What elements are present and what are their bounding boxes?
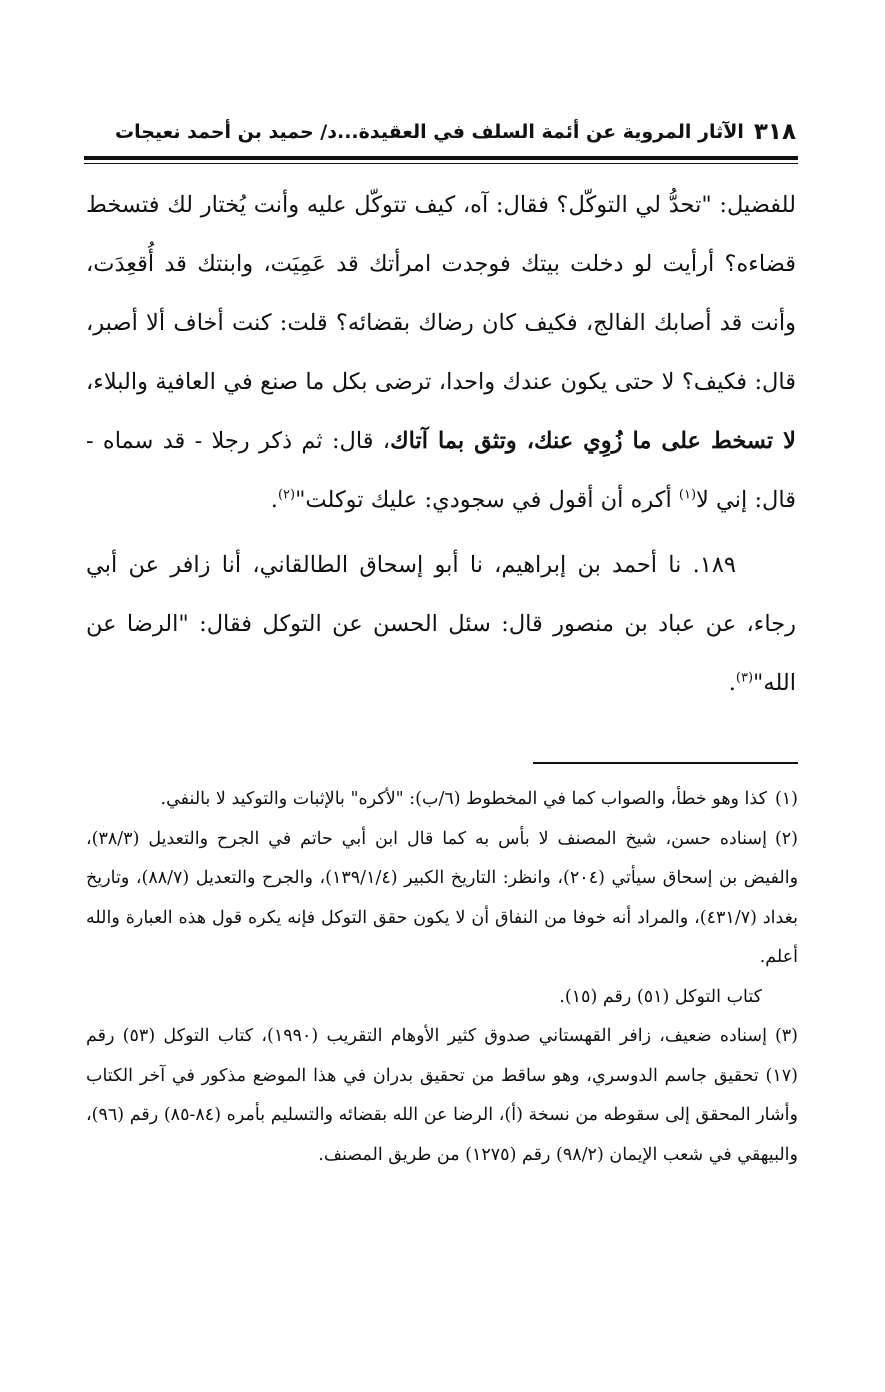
footnote-number: (٣) [774,1026,798,1046]
text-run: ، قال: ثم ذكر رجلا - قد سماه - قال: إني لا [86,428,796,513]
footnote-number: (١) [774,789,798,809]
text-run: للفضيل: "تحدُّ لي التوكّل؟ فقال: آه، كيف تتوكّل عليه وأنت يُختار لك فتسخط قضاءه؟ أرأيت لو دخلت بيتك فوجدت امرأتك قد عَمِيَت، وابنتك قد أُقعِدَت، وأنت قد أصابك الفالج، فكيف كان رضاك بقضائه؟ قلت: كنت أخاف ألا أصبر، قال: فكيف؟ لا حتى يكون عندك واحدا، ترضى بكل ما صنع في العافية والبلاء، [86,192,796,395]
text-run: . [728,670,736,696]
main-text [86,176,796,713]
running-title: الآثار المروية عن أئمة السلف في العقيدة...د/ حميد بن أحمد نعيجات [114,121,744,143]
footnote-text: كذا وهو خطأ، والصواب كما في المخطوط (٦/ب): "لأكره" بالإثبات والتوكيد لا بالنفي. [160,789,767,809]
footnote-number: (٢) [774,828,798,849]
text-run: أكره أن أقول في سجودي: عليك توكلت" [295,487,679,513]
footnote-ref-1[interactable]: (١) [678,487,697,503]
paragraph-189 [86,536,796,713]
bold-text-run: لا تسخط على ما زُوِي عنك، وتثق بما آتاك [390,428,796,454]
text-run: . [270,487,278,513]
footnote-2-continuation: كتاب التوكل (٥١) رقم (١٥). [559,986,762,1007]
footnote-3 [86,1017,798,1175]
footnote-ref-2[interactable]: (٢) [277,487,296,503]
footnote-1 [86,780,798,820]
footnotes [86,780,798,1175]
page-header [84,112,796,152]
footnote-text: إسناده حسن، شيخ المصنف لا بأس به كما قال ابن أبي حاتم في الجرح والتعديل (٣٨/٣)، والفيض بن إسحاق سيأتي (٢٠٤)، وانظر: التاريخ الكبير (١٣٩/١/٤)، والجرح والتعديل (٨٨/٧)، وتاريخ بغداد (٤٣١/٧)، والمراد أنه خوفا من النفاق أن لا يكون حقق التوكل فإنه يكره قول هذه العبارة والله أعلم. [86,828,799,967]
footnote-separator [533,762,798,764]
footnote-2 [86,820,798,978]
header-rule-thick [84,156,798,160]
header-rule-thin [84,163,798,164]
footnote-text: إسناده ضعيف، زافر القهستاني صدوق كثير الأوهام التقريب (١٩٩٠)، كتاب التوكل (٥٣) رقم (١٧) تحقيق جاسم الدوسري، وهو ساقط من تحقيق بدران في هذا الموضع مذكور في آخر الكتاب وأشار المحقق إلى سقوطه من نسخة (أ)، الرضا عن الله بقضائه والتسليم بأمره (٨٤-٨٥) رقم (٩٦)، والبيهقي في شعب الإيمان (٩٨/٢) رقم (١٢٧٥) من طريق المصنف. [86,1026,798,1165]
page-number: ٣١٨ [753,119,796,145]
paragraph-tawakkul-fudayl [86,176,796,530]
text-run: ١٨٩. نا أحمد بن إبراهيم، نا أبو إسحاق الطالقاني، أنا زافر عن أبي رجاء، عن عباد بن منصور قال: سئل الحسن عن التوكل فقال: "الرضا عن الله" [86,552,796,696]
footnote-ref-3[interactable]: (٣) [735,670,754,686]
